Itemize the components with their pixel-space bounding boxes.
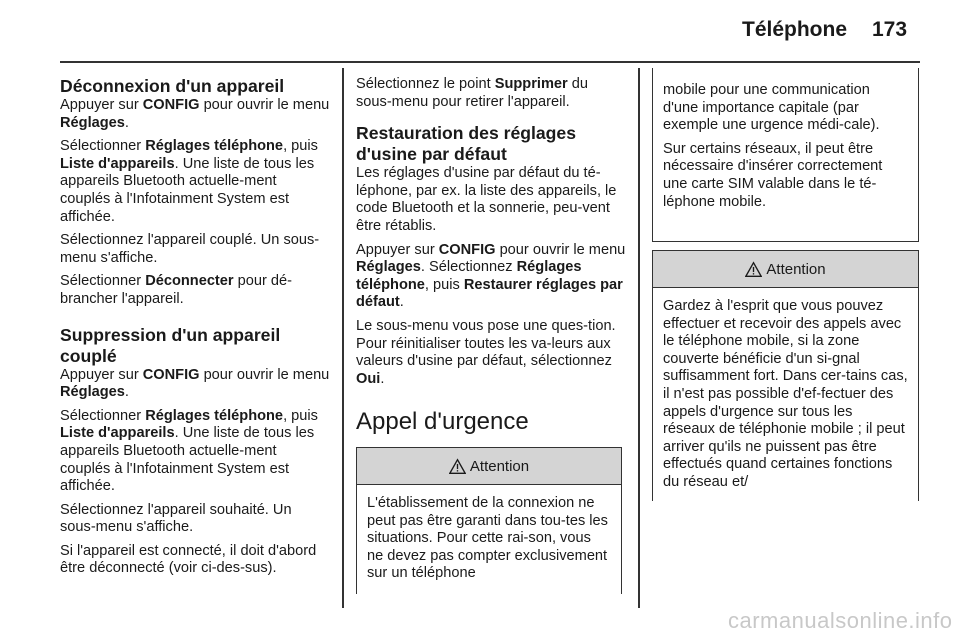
column-divider-2	[638, 68, 640, 608]
attention-box-header	[653, 251, 918, 288]
attention-title: Attention	[766, 260, 826, 278]
heading-delete-paired-device: Suppression d'un appareil couplé	[60, 324, 281, 366]
heading-emergency-call: Appel d'urgence	[356, 408, 529, 436]
paragraph: Sélectionner Réglages téléphone, puis Liste d'appareils. Une liste de tous les appareils Bluetooth actuelle-ment couplés à l'Infotainment System est affichée.	[60, 407, 318, 495]
warning-triangle-icon	[745, 261, 762, 278]
attention-box-coverage	[652, 250, 919, 501]
paragraph: Gardez à l'esprit que vous pouvez effectuer et recevoir des appels avec le téléphone mobile, si la zone couverte bénéficie d'un si-gnal suffisamment fort. Dans cer-tains cas, il n'est pas possible d'ef-fectuer des appels d'urgence sur tous les réseaux de téléphonie mobile ; il peut arriver qu'ils ne puissent pas être effectués quand certaines fonctions du réseau et/	[663, 298, 908, 490]
site-watermark: carmanualsonline.info	[728, 608, 953, 633]
paragraph: Sélectionnez l'appareil couplé. Un sous-menu s'affiche.	[60, 232, 320, 266]
paragraph: Les réglages d'usine par défaut du té-léphone, par ex. la liste des appareils, le code Bluetooth et la sonnerie, peu-vent être rétablis.	[356, 165, 617, 234]
paragraph: Sélectionnez le point Supprimer du sous-menu pour retirer l'appareil.	[356, 76, 589, 110]
paragraph: Sélectionner Réglages téléphone, puis Liste d'appareils. Une liste de tous les appareils Bluetooth actuelle-ment couplés à l'Infotainment System est affichée.	[60, 138, 318, 225]
paragraph: L'établissement de la connexion ne peut pas être garanti dans tou-tes les situations. Pour cette rai-son, vous ne devez pas compter exclusivement sur un téléphone	[367, 495, 608, 582]
paragraph: mobile pour une communication d'une importance capitale (par exemple une urgence médi-cale).	[663, 82, 880, 134]
page-header-title: Téléphone	[742, 18, 848, 41]
attention-box-connection	[356, 447, 622, 594]
attention-title: Attention	[469, 457, 530, 475]
warning-triangle-icon	[449, 458, 466, 475]
paragraph: Le sous-menu vous pose une ques-tion. Pour réinitialiser toutes les va-leurs aux valeurs d'usine par défaut, sélectionnez Oui.	[356, 317, 616, 387]
attention-box-continued-text	[653, 68, 918, 211]
attention-box-header	[357, 448, 621, 485]
page-number: 173	[872, 18, 908, 41]
paragraph: Appuyer sur CONFIG pour ouvrir le menu Réglages.	[60, 97, 330, 131]
paragraph: Sur certains réseaux, il peut être nécessaire d'insérer correctement une carte SIM valable dans le té-léphone mobile.	[663, 140, 883, 210]
attention-box-continued	[652, 68, 919, 242]
heading-disconnect-device: Déconnexion d'un appareil	[60, 76, 285, 96]
paragraph: Si l'appareil est connecté, il doit d'abord être déconnecté (voir ci-des-sus).	[60, 542, 317, 577]
header-rule	[60, 61, 920, 63]
attention-box-text	[653, 288, 918, 492]
column-divider-1	[342, 68, 344, 608]
paragraph: Sélectionner Déconnecter pour dé-brancher l'appareil.	[60, 273, 293, 307]
column-1	[60, 76, 330, 584]
attention-box-text	[357, 485, 621, 583]
heading-factory-reset: Restauration des réglages d'usine par défaut	[356, 123, 576, 165]
paragraph: Appuyer sur CONFIG pour ouvrir le menu Réglages.	[60, 366, 330, 401]
column-2	[356, 76, 626, 450]
paragraph: Appuyer sur CONFIG pour ouvrir le menu Réglages. Sélectionnez Réglages téléphone, puis Restaurer réglages par défaut.	[356, 241, 626, 311]
paragraph: Sélectionnez l'appareil souhaité. Un sous-menu s'affiche.	[60, 501, 292, 536]
